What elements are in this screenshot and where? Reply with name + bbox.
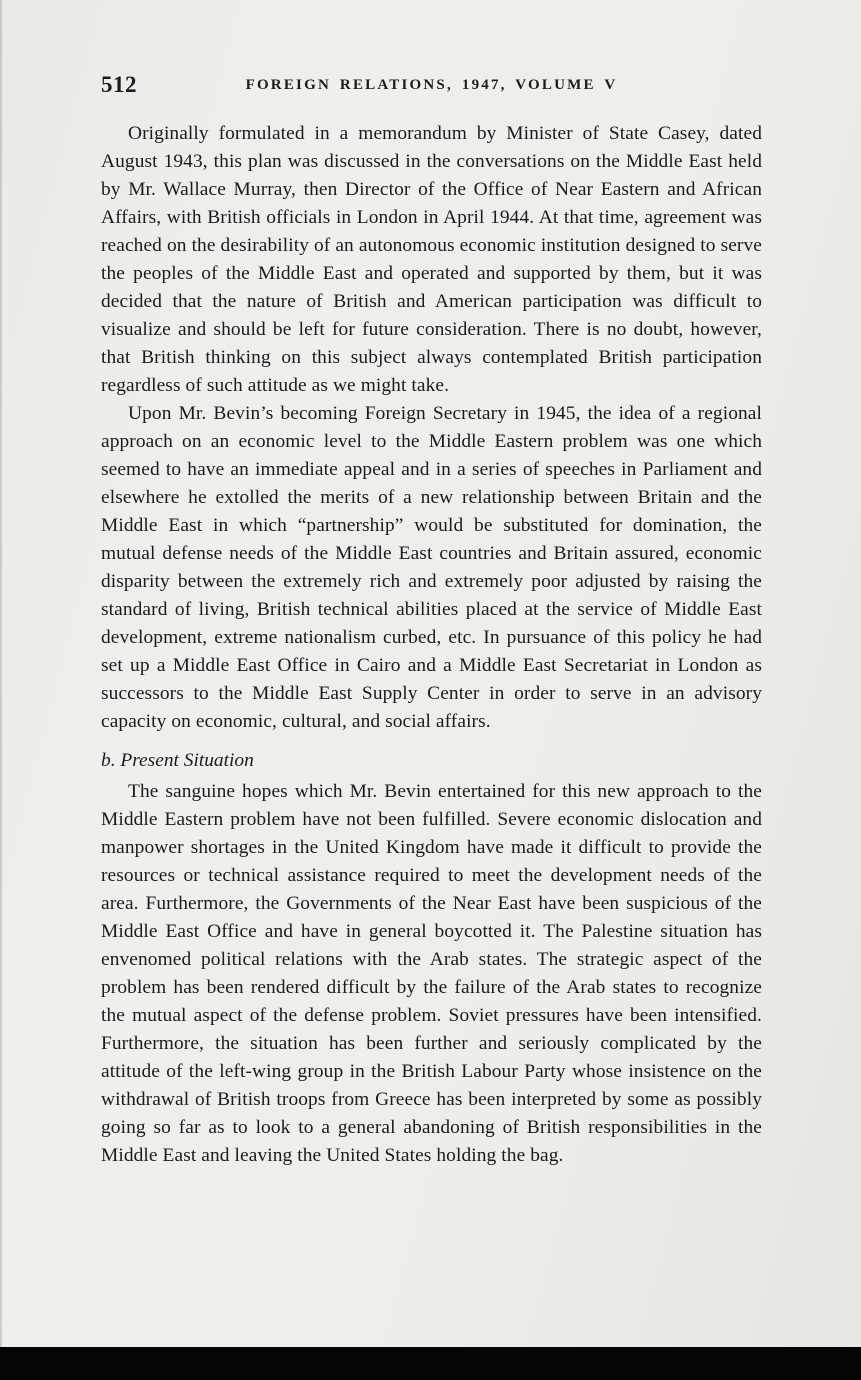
text-block <box>101 72 762 1170</box>
page-header <box>101 72 762 102</box>
paragraph-1: Originally formulated in a memorandum by Minister of State Casey, dated August 1943, this plan was discussed in the conversations on the Middle East held by Mr. Wallace Murray, then Director of the Office of Near Eastern and African Affairs, with British officials in London in April 1944. At that time, agreement was reached on the desirability of an autonomous economic institution designed to serve the peoples of the Middle East and operated and supported by them, but it was decided that the nature of British and American participation was difficult to visualize and should be left for future consideration. There is no doubt, however, that British thinking on this subject always contemplated British participation regardless of such attitude as we might take. <box>101 123 762 396</box>
page-number: 512 <box>101 72 137 97</box>
running-head: FOREIGN RELATIONS, 1947, VOLUME V <box>245 77 618 93</box>
scan-edge-shadow <box>0 0 3 1380</box>
scan-bottom-bar <box>0 1347 861 1380</box>
body-copy <box>101 120 762 1170</box>
paragraph-2: Upon Mr. Bevin’s becoming Foreign Secretary in 1945, the idea of a regional approach on an economic level to the Middle Eastern problem was one which seemed to have an immediate appeal and in a series of speeches in Parliament and elsewhere he extolled the merits of a new relationship between Britain and the Middle East in which “partnership” would be substituted for domination, the mutual defense needs of the Middle East countries and Britain assured, economic disparity between the extremely rich and extremely poor adjusted by raising the standard of living, British technical abilities placed at the service of Middle East development, extreme nationalism curbed, etc. In pursuance of this policy he had set up a Middle East Office in Cairo and a Middle East Secretariat in London as successors to the Middle East Supply Center in order to serve in an advisory capacity on economic, cultural, and social affairs. <box>101 403 762 732</box>
section-heading-present-situation: b. Present Situation <box>101 750 254 771</box>
paragraph-3: The sanguine hopes which Mr. Bevin entertained for this new approach to the Middle Eastern problem have not been fulfilled. Severe economic dislocation and manpower shortages in the United Kingdom have made it difficult to provide the resources or technical assistance required to meet the development needs of the area. Furthermore, the Governments of the Near East have been suspicious of the Middle East Office and have in general boycotted it. The Palestine situation has envenomed political relations with the Arab states. The strategic aspect of the problem has been rendered difficult by the failure of the Arab states to recognize the mutual aspect of the defense problem. Soviet pressures have been intensified. Furthermore, the situation has been further and seriously complicated by the attitude of the left-wing group in the British Labour Party whose insistence on the withdrawal of British troops from Greece has been interpreted by some as possibly going so far as to look to a general abandoning of British responsibilities in the Middle East and leaving the United States holding the bag. <box>101 781 762 1166</box>
